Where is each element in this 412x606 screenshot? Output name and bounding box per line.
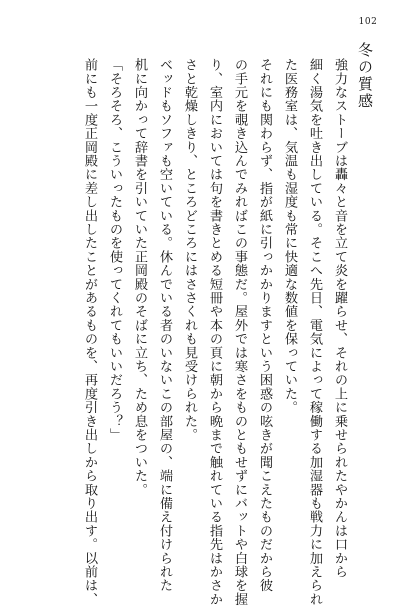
chapter-title: 冬の質感 [356, 42, 374, 110]
text-line-5: の手元を覗き込んでみればこの事態だ。屋外では寒さをものともせずにバットや白球を握 [232, 58, 247, 606]
page-number: 102 [358, 17, 378, 27]
text-line-1: 強力なストーブは轟々と音を立て炎を躍らせ、それの上に乗せられたやかんは口から [332, 58, 347, 579]
text-line-10: 「そろそろ、こういったものを使ってくれてもいいだろう？」 [107, 58, 122, 442]
text-line-4: それにも関わらず、指が紙に引っかかりますという困惑の呟きが聞こえたものだから彼 [257, 58, 272, 593]
text-line-11: 前にも一度正岡殿に差し出したことがあるものを、再度引き出しから取り出す。以前は、 [82, 58, 97, 606]
text-line-7: さと乾燥しきり、ところどころにはささくれも見受けられた。 [182, 58, 197, 442]
text-line-6: り、室内においては句を書きとめる短冊や本の頁に朝から晩まで触れている指先はかさか [207, 58, 222, 606]
text-line-3: た医務室は、気温も湿度も常に快適な数値を保っていた。 [282, 58, 297, 415]
text-line-8: ベッドもソファも空いている。休んでいる者のいないこの部屋の、端に備え付けられた [157, 58, 172, 593]
text-line-2: 細く湯気を吐き出している。そこへ先日、電気によって稼働する加湿器も戦力に加えられ [307, 58, 322, 606]
text-line-9: 机に向かって辞書を引いていた正岡殿のそばに立ち、ため息をついた。 [132, 58, 147, 497]
